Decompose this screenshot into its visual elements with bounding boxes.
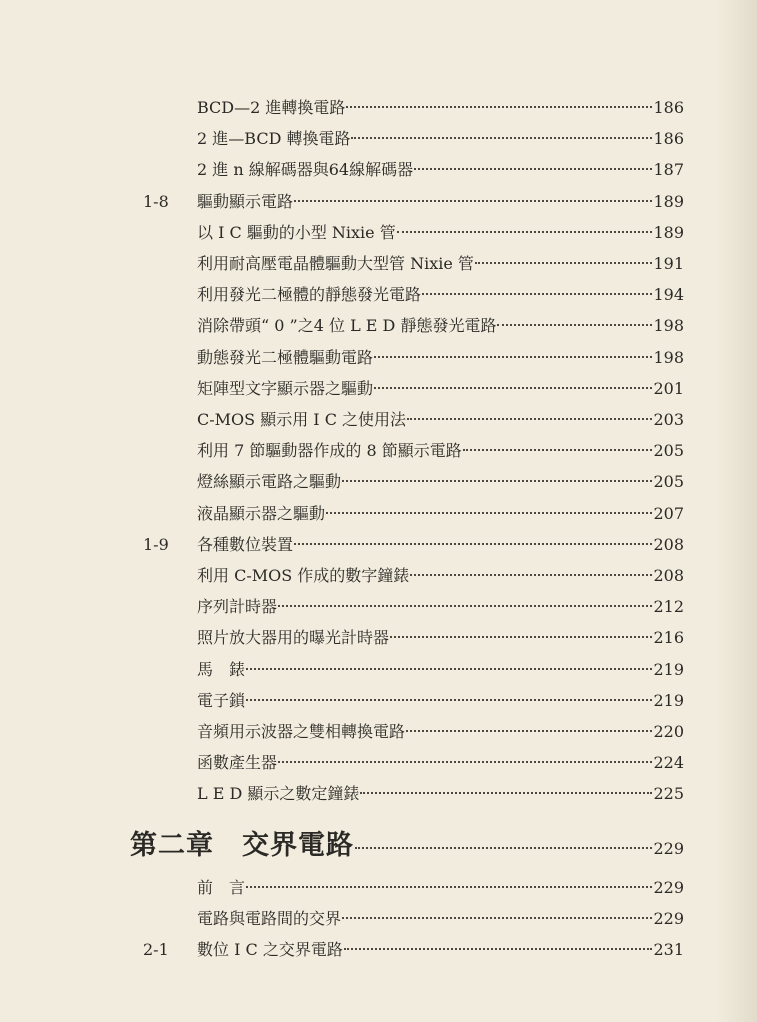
dot-leader [294,200,652,202]
dot-leader [278,761,652,763]
toc-entry-line [197,251,684,277]
toc-entry-line [197,563,684,589]
dot-leader [410,574,652,576]
entry-title: 以 I C 驅動的小型 Nixie 管 [197,222,396,242]
page-number: 191 [653,254,684,273]
toc-entry-line [197,906,684,932]
toc-entry [0,157,757,183]
entry-title: 利用發光二極體的靜態發光電路 [197,285,422,305]
entry-title: 音頻用示波器之雙相轉換電路 [197,722,406,741]
toc-entry-line [197,407,684,433]
toc-entry [0,282,757,308]
page-number: 229 [653,909,684,928]
page-number: 225 [653,784,684,804]
entry-title: 各種數位裝置 [197,534,294,554]
dot-leader [374,356,652,358]
toc-entry [0,407,757,433]
page-number: 208 [653,534,684,554]
toc-entry-line [197,376,684,402]
toc-entry-line [197,750,684,776]
entry-title: 第二章 交界電路 [130,830,354,861]
dot-leader [422,293,652,295]
dot-leader [294,543,652,545]
page-number: 219 [653,690,684,710]
entry-title: 電子鎖 [197,690,246,710]
dot-leader [390,636,652,638]
page-number: 186 [653,129,684,149]
toc-entry-line [197,937,684,963]
page-number: 186 [653,98,684,117]
dot-leader [351,137,652,139]
toc-entry [0,532,757,558]
toc-entry-line [197,719,684,745]
toc-entry-line [130,826,684,869]
toc-entry-line [197,282,684,308]
toc-entry [0,126,757,152]
dot-leader [246,699,652,701]
toc-entry [0,376,757,402]
toc-entry-line [197,313,684,339]
dot-leader [278,605,652,607]
toc-entry-line [197,657,684,683]
page-number: 229 [653,839,684,858]
section-number: 2-1 [143,940,169,959]
entry-title: BCD—2 進轉換電路 [197,98,346,117]
entry-title: 消除帶頭“ 0 ”之4 位 L E D 靜態發光電路 [197,316,497,336]
toc-entry-line [197,688,684,714]
page-number: 224 [653,753,684,773]
dot-leader [355,847,652,849]
dot-leader [246,886,652,888]
entry-title: 驅動顯示電路 [197,191,294,211]
page-number: 194 [653,285,684,305]
page-number: 189 [653,222,684,242]
toc-entry-line [197,345,684,371]
toc-entry [0,345,757,371]
entry-title: 照片放大器用的曝光計時器 [197,628,390,648]
toc-entry [0,937,757,963]
chapter-heading [0,826,757,866]
toc-entry-line [197,875,684,901]
dot-leader [497,324,652,326]
toc-entry [0,750,757,776]
page-number: 198 [653,316,684,336]
page-number: 205 [653,441,684,461]
toc-entry [0,781,757,807]
dot-leader [463,449,653,451]
page-number: 201 [653,378,684,398]
toc-entry-line [197,157,684,183]
toc-entry-line [197,532,684,558]
dot-leader [397,231,653,233]
page-number: 229 [653,878,684,897]
entry-title: 函數產生器 [197,753,278,773]
toc-entry-line [197,95,684,121]
toc-entry [0,313,757,339]
entry-title: C-MOS 顯示用 I C 之使用法 [197,410,407,429]
entry-title: 液晶顯示器之驅動 [197,503,326,523]
toc-entry [0,469,757,495]
toc-entry [0,875,757,901]
page-number: 219 [653,659,684,679]
entry-title: 2 進—BCD 轉換電路 [197,129,351,149]
dot-leader [414,168,652,170]
toc-entry-line [197,469,684,495]
entry-title: 電路與電路間的交界 [197,909,342,928]
page-number: 189 [653,191,684,211]
toc-entry [0,189,757,215]
dot-leader [342,917,652,919]
toc-entry-line [197,781,684,807]
toc-entry [0,594,757,620]
toc-entry [0,95,757,121]
page-number: 203 [653,410,684,429]
entry-title: 利用 7 節驅動器作成的 8 節顯示電路 [197,441,462,461]
section-number: 1-8 [143,191,169,211]
entry-title: 數位 I C 之交界電路 [197,940,343,959]
toc-entry-line [197,501,684,527]
toc-entry-line [197,189,684,215]
dot-leader [406,730,652,732]
page-number: 187 [653,160,684,180]
dot-leader [360,792,652,794]
entry-title: 前 言 [197,878,246,897]
page-number: 212 [653,597,684,617]
entry-title: 燈絲顯示電路之驅動 [197,472,342,492]
toc-entry [0,563,757,589]
toc-entry [0,501,757,527]
page-number: 198 [653,347,684,367]
toc-entry [0,657,757,683]
toc-entry [0,719,757,745]
dot-leader [246,668,652,670]
toc-entry [0,438,757,464]
entry-title: 2 進 n 線解碼器與64線解碼器 [197,160,414,180]
page-number: 231 [653,940,684,959]
section-number: 1-9 [143,534,169,554]
dot-leader [475,262,653,264]
dot-leader [344,948,653,950]
dot-leader [407,418,652,420]
entry-title: 利用 C-MOS 作成的數字鐘錶 [197,566,410,585]
page-number: 208 [653,566,684,585]
page-number: 207 [653,503,684,523]
entry-title: 動態發光二極體驅動電路 [197,347,374,367]
toc-entry [0,625,757,651]
entry-title: 馬 錶 [197,659,246,679]
toc-entry-line [197,126,684,152]
toc-entry-line [197,594,684,620]
toc-entry [0,906,757,932]
page-number: 205 [653,472,684,492]
dot-leader [346,106,652,108]
entry-title: L E D 顯示之數定鐘錶 [197,784,360,804]
entry-title: 矩陣型文字顯示器之驅動 [197,378,374,398]
toc-entry [0,220,757,246]
dot-leader [342,480,652,482]
dot-leader [374,387,652,389]
toc-entry-line [197,220,684,246]
toc-entry-line [197,438,684,464]
toc-entry-line [197,625,684,651]
entry-title: 利用耐高壓電晶體驅動大型管 Nixie 管 [197,254,474,273]
page-number: 216 [653,628,684,648]
entry-title: 序列計時器 [197,597,278,617]
toc-entry [0,251,757,277]
toc-entry [0,688,757,714]
page-number: 220 [653,722,684,741]
dot-leader [326,512,652,514]
